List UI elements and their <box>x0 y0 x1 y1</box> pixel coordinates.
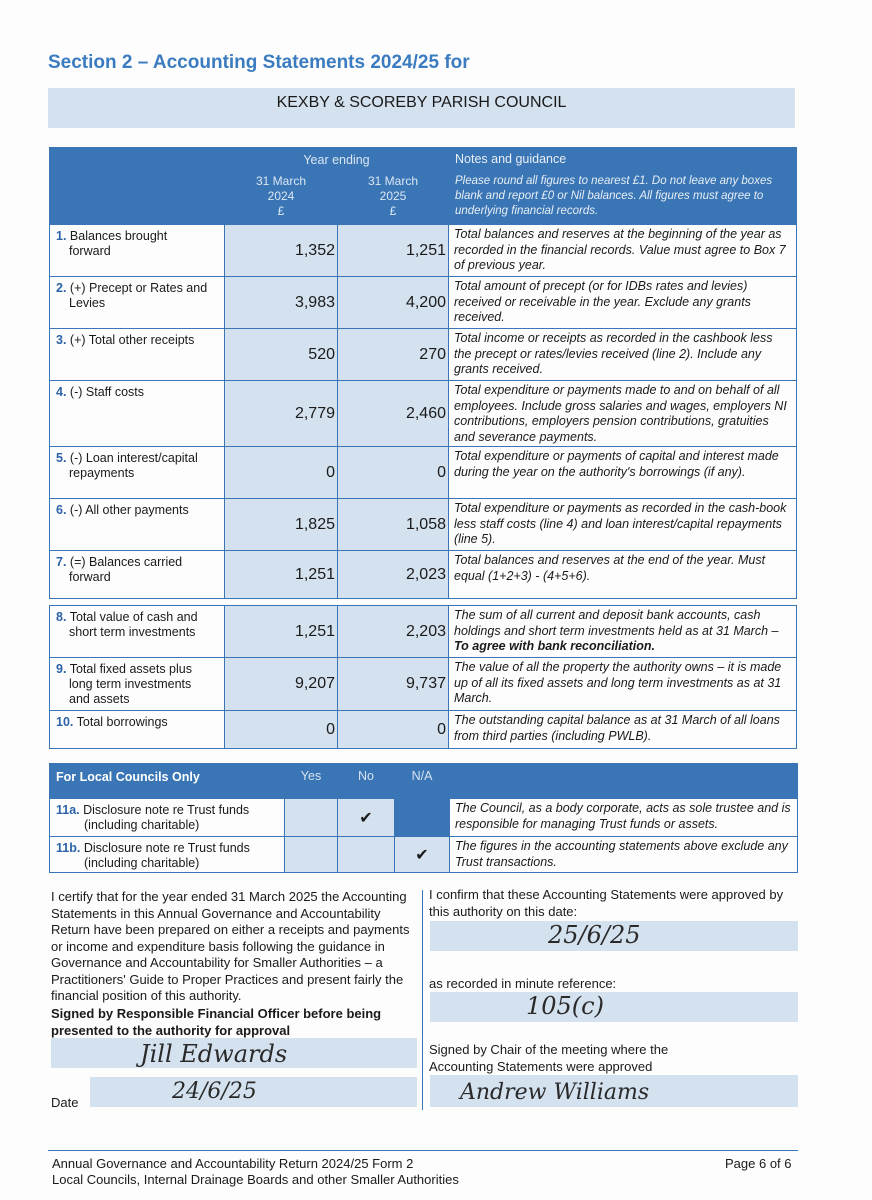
col-2024-line3: £ <box>277 204 285 218</box>
minute-reference-field[interactable] <box>430 992 798 1022</box>
row-11a-number: 11a. <box>56 803 80 817</box>
row-label-line1: (+) Precept or Rates and <box>69 281 208 295</box>
row-label-line1: (+) Total other receipts <box>69 333 195 347</box>
row-11a-na-cell <box>395 799 450 837</box>
col-2024-line2: 2024 <box>267 189 295 203</box>
value-2024[interactable]: 1,352 <box>225 225 338 277</box>
rfo-date-value: 24/6/25 <box>172 1079 257 1104</box>
checkmark-icon: ✔ <box>359 809 373 827</box>
row-11b-no-checkbox[interactable] <box>338 837 395 873</box>
row-note <box>449 658 797 711</box>
row-label-line1: (=) Balances carried <box>69 555 183 569</box>
value-2024[interactable]: 0 <box>225 711 338 749</box>
row-label-line2: forward <box>69 244 111 258</box>
value-2024[interactable]: 9,207 <box>225 658 338 711</box>
row-note: Total expenditure or payments as recorded in the cash-book less staff costs (line 4) and loan interest/capital repayments (line 5). <box>449 499 797 551</box>
col-2024-line1: 31 March <box>255 174 307 188</box>
row-label-line2: forward <box>69 570 111 584</box>
footer-divider <box>48 1150 798 1151</box>
col-2025-line1: 31 March <box>367 174 419 188</box>
balance-row <box>50 658 797 711</box>
footer-line2: Local Councils, Internal Drainage Boards and other Smaller Authorities <box>52 1172 459 1187</box>
chair-signature: Andrew Williams <box>460 1080 650 1105</box>
row-label <box>50 447 225 499</box>
row-number: 3. <box>56 333 67 347</box>
value-2025[interactable]: 2,460 <box>338 381 449 447</box>
accounting-statements-table <box>49 147 797 599</box>
row-note: Total expenditure or payments of capital and interest made during the year on the authority's borrowings (if any). <box>449 447 797 499</box>
row-note: Total expenditure or payments made to and on behalf of all employees. Include gross salaries and wages, employers NI contributions, employers pension contributions, gratuities and severance payments. <box>449 381 797 447</box>
na-header: N/A <box>395 764 450 799</box>
statement-row <box>50 551 797 599</box>
local-councils-table <box>49 763 798 873</box>
date-label: Date <box>51 1095 79 1110</box>
value-2024[interactable]: 2,779 <box>225 381 338 447</box>
row-label-line3: and assets <box>69 692 130 706</box>
row-number: 5. <box>56 451 67 465</box>
row-note-text: The outstanding capital balance as at 31 March of all loans from third parties (including PWLB). <box>454 713 780 743</box>
row-number: 10. <box>56 715 74 729</box>
row-note-text: The sum of all current and deposit bank accounts, cash holdings and short term investments held as at 31 March – <box>454 608 779 638</box>
row-label <box>50 551 225 599</box>
no-header: No <box>338 764 395 799</box>
chair-signature-instruction: Signed by Chair of the meeting where the Accounting Statements were approved <box>429 1042 669 1074</box>
value-2025[interactable]: 0 <box>338 447 449 499</box>
row-label <box>50 381 225 447</box>
statement-row <box>50 499 797 551</box>
local-councils-header: For Local Councils Only <box>50 764 285 799</box>
value-2025[interactable]: 1,058 <box>338 499 449 551</box>
row-11a-no-checkbox[interactable] <box>338 799 395 837</box>
row-label <box>50 658 225 711</box>
row-11b-label <box>50 837 285 873</box>
header-corner <box>50 148 225 225</box>
row-11b-number: 11b. <box>56 841 81 855</box>
value-2025[interactable]: 1,251 <box>338 225 449 277</box>
row-label-line1: Total value of cash and <box>69 610 198 624</box>
row-11b-na-checkbox[interactable] <box>395 837 450 873</box>
row-11b-yes-checkbox[interactable] <box>285 837 338 873</box>
row-11a-label-line2: (including charitable) <box>84 818 200 832</box>
row-label <box>50 225 225 277</box>
balance-row <box>50 606 797 658</box>
value-2024[interactable]: 3,983 <box>225 277 338 329</box>
row-label-line1: Total borrowings <box>76 715 168 729</box>
year-ending-header: Year ending <box>225 148 449 171</box>
row-label-line1: (-) All other payments <box>69 503 189 517</box>
balance-rows <box>50 606 797 749</box>
row-note-bold: To agree with bank reconciliation. <box>454 639 655 653</box>
row-label-line1: (-) Loan interest/capital <box>69 451 198 465</box>
value-2024[interactable]: 1,251 <box>225 606 338 658</box>
notes-header: Notes and guidance <box>449 148 797 171</box>
row-label <box>50 606 225 658</box>
rfo-signature-instruction: Signed by Responsible Financial Officer before being presented to the authority for approval <box>51 1006 382 1038</box>
row-number: 8. <box>56 610 67 624</box>
value-2024[interactable]: 520 <box>225 329 338 381</box>
row-label <box>50 277 225 329</box>
row-label-line2: long term investments <box>69 677 192 691</box>
row-note: Total amount of precept (or for IDBs rates and levies) received or receivable in the year. Exclude any grants received. <box>449 277 797 329</box>
row-11a-yes-checkbox[interactable] <box>285 799 338 837</box>
value-2025[interactable]: 2,203 <box>338 606 449 658</box>
row-note: Total balances and reserves at the end of the year. Must equal (1+2+3) - (4+5+6). <box>449 551 797 599</box>
row-number: 2. <box>56 281 67 295</box>
value-2024[interactable]: 1,825 <box>225 499 338 551</box>
col-2025-line2: 2025 <box>379 189 407 203</box>
row-number: 7. <box>56 555 67 569</box>
approval-date-value: 25/6/25 <box>548 921 641 949</box>
value-2025[interactable]: 0 <box>338 711 449 749</box>
value-2025[interactable]: 4,200 <box>338 277 449 329</box>
row-11a-note: The Council, as a body corporate, acts as sole trustee and is responsible for managing Trust funds or assets. <box>450 799 798 837</box>
balances-table <box>49 605 797 749</box>
statement-row <box>50 381 797 447</box>
row-11b-note: The figures in the accounting statements above exclude any Trust transactions. <box>450 837 798 873</box>
row-label-line1: Total fixed assets plus <box>69 662 192 676</box>
row-label-line1: (-) Staff costs <box>69 385 145 399</box>
statement-row <box>50 277 797 329</box>
certify-text: I certify that for the year ended 31 March 2025 the Accounting Statements in this Annual Governance and Accountability Return have been prepared on either a receipts and payments or income and expenditure basis following the guidance in Governance and Accountability for Smaller Authorities – a Practitioners' Guide to Proper Practices and present fairly the financial position of this authority. <box>51 889 410 1003</box>
row-label-line2: Levies <box>69 296 106 310</box>
value-2025[interactable]: 9,737 <box>338 658 449 711</box>
minute-reference-value: 105(c) <box>526 992 604 1020</box>
row-number: 1. <box>56 229 67 243</box>
row-number: 9. <box>56 662 67 676</box>
row-number: 6. <box>56 503 67 517</box>
page-title: Section 2 – Accounting Statements 2024/25 for <box>48 52 470 73</box>
row-11b-label-line1: Disclosure note re Trust funds <box>83 841 250 855</box>
checkmark-icon: ✔ <box>415 846 429 864</box>
col-2025-header <box>338 171 449 225</box>
row-11b-label-line2: (including charitable) <box>84 856 200 870</box>
local-councils-notes-header <box>450 764 798 799</box>
yes-header: Yes <box>285 764 338 799</box>
value-2025[interactable]: 270 <box>338 329 449 381</box>
row-label <box>50 329 225 381</box>
rfo-signature: Jill Edwards <box>140 1040 288 1068</box>
row-label-line2: repayments <box>69 466 135 480</box>
value-2024[interactable]: 0 <box>225 447 338 499</box>
page-number: Page 6 of 6 <box>725 1156 792 1171</box>
row-label <box>50 499 225 551</box>
col-2024-header <box>225 171 338 225</box>
row-note: Total income or receipts as recorded in the cashbook less the precept or rates/levies received (line 2). Include any grants received. <box>449 329 797 381</box>
row-note <box>449 711 797 749</box>
col-2025-line3: £ <box>389 204 397 218</box>
row-label-line1: Balances brought <box>69 229 168 243</box>
column-divider <box>422 890 423 1110</box>
row-number: 4. <box>56 385 67 399</box>
row-label-line2: short term investments <box>69 625 196 639</box>
rounding-guidance: Please round all figures to nearest £1. Do not leave any boxes blank and report £0 or Nil balances. All figures must agree to underlying financial records. <box>449 171 797 225</box>
statement-row <box>50 329 797 381</box>
council-name: KEXBY & SCOREBY PARISH COUNCIL <box>276 94 567 111</box>
row-11a-label <box>50 799 285 837</box>
row-note: Total balances and reserves at the beginning of the year as recorded in the financial records. Value must agree to Box 7 of previous year. <box>449 225 797 277</box>
statement-row <box>50 225 797 277</box>
value-2024[interactable]: 1,251 <box>225 551 338 599</box>
row-11a-label-line1: Disclosure note re Trust funds <box>83 803 250 817</box>
statement-row <box>50 447 797 499</box>
statement-rows <box>50 225 797 599</box>
confirm-text: I confirm that these Accounting Statements were approved by this authority on this date: <box>429 887 784 919</box>
value-2025[interactable]: 2,023 <box>338 551 449 599</box>
footer-line1: Annual Governance and Accountability Return 2024/25 Form 2 <box>52 1156 414 1171</box>
row-note-text: The value of all the property the authority owns – it is made up of all its fixed assets and long term investments as at 31 March. <box>454 660 782 705</box>
row-note <box>449 606 797 658</box>
row-label <box>50 711 225 749</box>
minute-label: as recorded in minute reference: <box>429 976 617 991</box>
balance-row <box>50 711 797 749</box>
